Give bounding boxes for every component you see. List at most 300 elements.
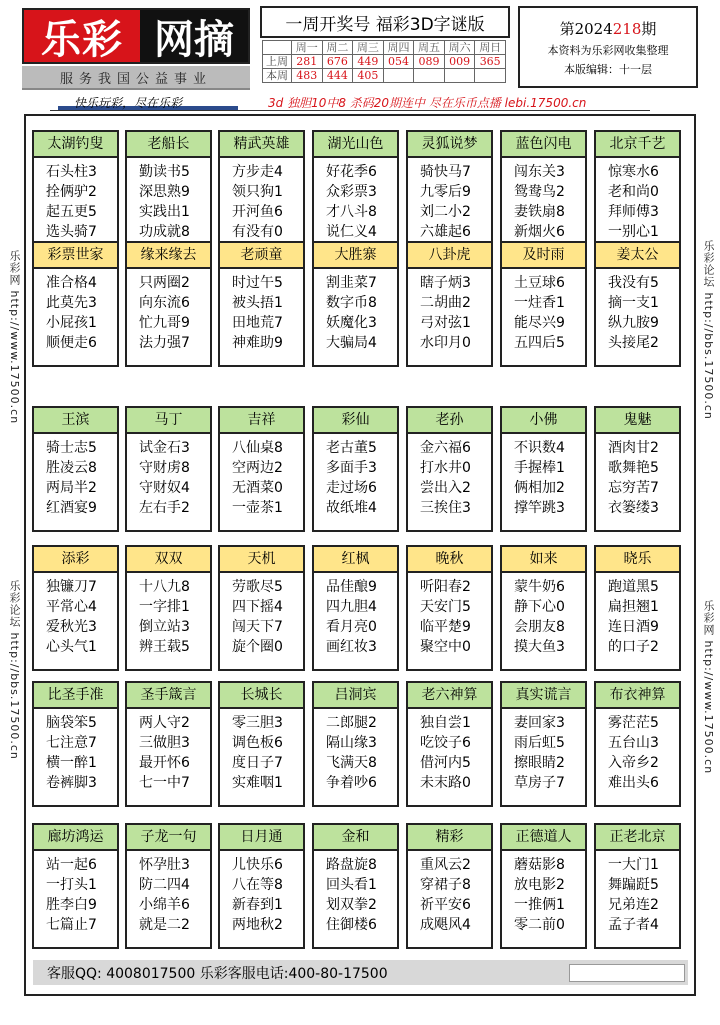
card-item: 骑快马7 <box>420 164 471 180</box>
card-item: 大骗局4 <box>326 335 377 351</box>
card-item: 路盘旋8 <box>326 857 377 873</box>
card-item: 有没有0 <box>232 224 283 240</box>
card-items <box>34 434 117 518</box>
card-item: 新烟火6 <box>514 224 565 240</box>
card-title: 缘来缘去 <box>127 243 210 269</box>
card-item: 金六福6 <box>420 440 471 456</box>
card-item: 二胡曲2 <box>420 295 471 311</box>
card-item: 七篇止7 <box>46 917 97 933</box>
header-cell: 周三 <box>353 41 384 55</box>
card-item: 五四后5 <box>514 335 565 351</box>
card-items <box>502 158 585 242</box>
card-item: 雨后虹5 <box>514 735 565 751</box>
card-item: 只两圈2 <box>139 275 190 291</box>
card-title: 晓乐 <box>596 547 679 573</box>
header-cell <box>263 41 292 55</box>
card-item: 割韭菜7 <box>326 275 377 291</box>
puzzle-card <box>32 130 119 256</box>
card-item: 儿快乐6 <box>232 857 283 873</box>
puzzle-card <box>312 130 399 256</box>
card-item: 度日子7 <box>232 755 283 771</box>
card-item: 天安门5 <box>420 599 471 615</box>
card-item: 飞满天8 <box>326 755 377 771</box>
table-row <box>263 55 506 69</box>
card-items <box>34 269 117 353</box>
card-item: 防二四4 <box>139 877 190 893</box>
card-items <box>220 851 303 935</box>
card-item: 五台山3 <box>608 735 659 751</box>
card-title: 正老北京 <box>596 825 679 851</box>
card-items <box>34 573 117 657</box>
card-item: 瞎子炳3 <box>420 275 471 291</box>
card-title: 长城长 <box>220 683 303 709</box>
card-items <box>408 269 491 353</box>
row-label: 上周 <box>263 55 292 69</box>
card-items <box>596 573 679 657</box>
card-item: 借河内5 <box>420 755 471 771</box>
card-item: 一推俩1 <box>514 897 565 913</box>
card-item: 准合格4 <box>46 275 97 291</box>
puzzle-card <box>406 823 493 949</box>
card-items <box>408 851 491 935</box>
footer-blank-box <box>569 964 685 982</box>
card-item: 说仁义4 <box>326 224 377 240</box>
card-title: 精彩 <box>408 825 491 851</box>
card-item: 深思熟9 <box>139 184 190 200</box>
card-items <box>596 434 679 518</box>
card-item: 蘑菇影8 <box>514 857 565 873</box>
card-item: 扁担翘1 <box>608 599 659 615</box>
card-items <box>127 573 210 657</box>
card-item: 心头气1 <box>46 639 97 655</box>
card-items <box>314 269 397 353</box>
card-item: 平常心4 <box>46 599 97 615</box>
card-title: 廊坊鸿运 <box>34 825 117 851</box>
card-item: 划双拳2 <box>326 897 377 913</box>
card-items <box>408 573 491 657</box>
card-item: 未末路0 <box>420 775 471 791</box>
puzzle-card <box>500 241 587 367</box>
card-item: 穿裙子8 <box>420 877 471 893</box>
card-title: 大胜寨 <box>314 243 397 269</box>
puzzle-card <box>406 130 493 256</box>
site-logo[interactable] <box>22 8 250 64</box>
card-item: 重风云2 <box>420 857 471 873</box>
result-cell: 089 <box>414 55 445 69</box>
puzzle-card <box>594 241 681 367</box>
card-item: 故纸堆4 <box>326 500 377 516</box>
puzzle-card <box>218 823 305 949</box>
card-item: 一壶茶1 <box>232 500 283 516</box>
card-item: 调色板6 <box>232 735 283 751</box>
card-title: 灵狐说梦 <box>408 132 491 158</box>
card-items <box>596 158 679 242</box>
card-item: 摸大鱼3 <box>514 639 565 655</box>
card-item: 刘二小2 <box>420 204 471 220</box>
card-item: 零二前0 <box>514 917 565 933</box>
card-item: 忘穷苦7 <box>608 480 659 496</box>
puzzle-card <box>32 406 119 532</box>
results-table <box>262 40 506 83</box>
card-item: 打水井0 <box>420 460 471 476</box>
card-item: 两人守2 <box>139 715 190 731</box>
puzzle-card <box>594 823 681 949</box>
card-title: 小佛 <box>502 408 585 434</box>
card-item: 爱秋光3 <box>46 619 97 635</box>
card-title: 正德道人 <box>502 825 585 851</box>
table-header-row <box>263 41 506 55</box>
card-item: 实难咽1 <box>232 775 283 791</box>
card-title: 老六神算 <box>408 683 491 709</box>
side-link-right-bottom[interactable]: 乐彩网 http://www.17500.cn <box>702 600 715 775</box>
card-item: 走过场6 <box>326 480 377 496</box>
card-items <box>314 434 397 518</box>
card-items <box>408 158 491 242</box>
banner-ad-link[interactable]: 3d 独胆10中8 杀码20期连中 尽在乐币点播 lebi.17500.cn <box>268 96 587 110</box>
issue-suffix: 期 <box>641 20 657 38</box>
card-item: 空两边2 <box>232 460 283 476</box>
card-item: 众彩票3 <box>326 184 377 200</box>
header-cell: 周五 <box>414 41 445 55</box>
card-item: 聚空中0 <box>420 639 471 655</box>
header-cell: 周四 <box>383 41 414 55</box>
side-link-left-bottom[interactable]: 乐彩论坛 http://bbs.17500.cn <box>8 580 21 760</box>
card-item: 零三胆3 <box>232 715 283 731</box>
card-item: 六雄起6 <box>420 224 471 240</box>
card-item: 神难助9 <box>232 335 283 351</box>
card-title: 红枫 <box>314 547 397 573</box>
card-item: 鸳鸯鸟2 <box>514 184 565 200</box>
logo-right: 网摘 <box>140 10 248 62</box>
card-title: 布衣神算 <box>596 683 679 709</box>
card-item: 最开怀6 <box>139 755 190 771</box>
card-item: 难出头6 <box>608 775 659 791</box>
card-title: 添彩 <box>34 547 117 573</box>
result-cell <box>414 69 445 83</box>
puzzle-card <box>500 545 587 671</box>
banner-slogan: 快乐玩彩，尽在乐彩 <box>74 96 183 110</box>
card-item: 顺便走6 <box>46 335 97 351</box>
card-item: 惊寒水6 <box>608 164 659 180</box>
card-item: 守财虏8 <box>139 460 190 476</box>
card-item: 入帝乡2 <box>608 755 659 771</box>
header-cell: 周日 <box>475 41 506 55</box>
card-item: 两局半2 <box>46 480 97 496</box>
card-item: 起五更5 <box>46 204 97 220</box>
card-item: 临平楚9 <box>420 619 471 635</box>
issue-editor: 本版编辑：十一层 <box>564 63 652 76</box>
page-title: 一周开奖号 福彩3D字谜版 <box>260 6 510 38</box>
card-item: 被头捂1 <box>232 295 283 311</box>
card-item: 三做胆3 <box>139 735 190 751</box>
card-item: 法力强7 <box>139 335 190 351</box>
card-item: 酒肉甘2 <box>608 440 659 456</box>
card-item: 二郎腿2 <box>326 715 377 731</box>
card-item: 十八九8 <box>139 579 190 595</box>
card-items <box>34 709 117 793</box>
card-item: 劳歌尽5 <box>232 579 283 595</box>
result-cell: 449 <box>353 55 384 69</box>
card-items <box>127 709 210 793</box>
card-item: 摘一支1 <box>608 295 659 311</box>
card-item: 擦眼睛2 <box>514 755 565 771</box>
card-item: 功成就8 <box>139 224 190 240</box>
card-item: 一大门1 <box>608 857 659 873</box>
card-item: 七注意7 <box>46 735 97 751</box>
card-item: 石头柱3 <box>46 164 97 180</box>
logo-left: 乐彩 <box>24 10 140 62</box>
card-item: 旋个圈0 <box>232 639 283 655</box>
issue-num: 218 <box>612 20 642 38</box>
puzzle-card <box>125 823 212 949</box>
header-cell: 周二 <box>322 41 353 55</box>
puzzle-card <box>32 545 119 671</box>
puzzle-card <box>218 681 305 807</box>
card-item: 一炷香1 <box>514 295 565 311</box>
card-item: 小屁孩1 <box>46 315 97 331</box>
puzzle-card <box>500 406 587 532</box>
card-title: 金和 <box>314 825 397 851</box>
card-items <box>502 573 585 657</box>
card-item: 试金石3 <box>139 440 190 456</box>
banner <box>50 92 650 111</box>
puzzle-card <box>312 545 399 671</box>
card-item: 水印月0 <box>420 335 471 351</box>
card-item: 胜李白9 <box>46 897 97 913</box>
card-item: 骑士志5 <box>46 440 97 456</box>
card-item: 雾茫茫5 <box>608 715 659 731</box>
card-item: 老古董5 <box>326 440 377 456</box>
card-item: 拴俩驴2 <box>46 184 97 200</box>
card-title: 老船长 <box>127 132 210 158</box>
puzzle-card <box>500 130 587 256</box>
card-item: 时过午5 <box>232 275 283 291</box>
card-items <box>34 158 117 242</box>
card-item: 胜凌云8 <box>46 460 97 476</box>
puzzle-card <box>218 130 305 256</box>
card-item: 衣篓缕3 <box>608 500 659 516</box>
card-title: 圣手箴言 <box>127 683 210 709</box>
card-item: 四下摇4 <box>232 599 283 615</box>
card-title: 吉祥 <box>220 408 303 434</box>
card-title: 双双 <box>127 547 210 573</box>
puzzle-card <box>500 681 587 807</box>
table-row <box>263 69 506 83</box>
row-label: 本周 <box>263 69 292 83</box>
card-items <box>502 709 585 793</box>
card-items <box>502 851 585 935</box>
card-item: 跑道黑5 <box>608 579 659 595</box>
card-item: 品佳酿9 <box>326 579 377 595</box>
card-item: 倒立站3 <box>139 619 190 635</box>
card-item: 独自尝1 <box>420 715 471 731</box>
footer <box>33 960 688 985</box>
card-title: 彩票世家 <box>34 243 117 269</box>
puzzle-card <box>406 545 493 671</box>
puzzle-card <box>312 406 399 532</box>
card-item: 勤读书5 <box>139 164 190 180</box>
puzzle-card <box>406 681 493 807</box>
card-item: 闯天下7 <box>232 619 283 635</box>
card-item: 连日酒9 <box>608 619 659 635</box>
card-item: 闯东关3 <box>514 164 565 180</box>
card-item: 忙九哥9 <box>139 315 190 331</box>
puzzle-grid <box>24 114 696 996</box>
puzzle-card <box>312 823 399 949</box>
card-item: 静下心0 <box>514 599 565 615</box>
card-title: 姜太公 <box>596 243 679 269</box>
card-title: 湖光山色 <box>314 132 397 158</box>
result-cell: 054 <box>383 55 414 69</box>
card-item: 才八斗8 <box>326 204 377 220</box>
card-item: 弓对弦1 <box>420 315 471 331</box>
card-title: 太湖钓叟 <box>34 132 117 158</box>
card-item: 站一起6 <box>46 857 97 873</box>
puzzle-card <box>218 241 305 367</box>
card-items <box>127 158 210 242</box>
card-item: 独镰刀7 <box>46 579 97 595</box>
card-item: 争着吵6 <box>326 775 377 791</box>
card-item: 卷裤脚3 <box>46 775 97 791</box>
result-cell: 676 <box>322 55 353 69</box>
card-items <box>408 709 491 793</box>
result-cell: 009 <box>444 55 475 69</box>
side-link-right-top[interactable]: 乐彩论坛 http://bbs.17500.cn <box>702 240 715 420</box>
card-item: 妻铁扇8 <box>514 204 565 220</box>
card-item: 我没有5 <box>608 275 659 291</box>
card-item: 妻回家3 <box>514 715 565 731</box>
card-items <box>127 269 210 353</box>
card-title: 真实谎言 <box>502 683 585 709</box>
card-item: 能尽兴9 <box>514 315 565 331</box>
side-link-left-top[interactable]: 乐彩网 http://www.17500.cn <box>8 250 21 425</box>
card-items <box>220 709 303 793</box>
result-cell: 281 <box>292 55 323 69</box>
card-items <box>314 573 397 657</box>
card-items <box>127 851 210 935</box>
card-items <box>502 269 585 353</box>
card-items <box>596 709 679 793</box>
card-item: 看月亮0 <box>326 619 377 635</box>
card-title: 日月通 <box>220 825 303 851</box>
result-cell: 405 <box>353 69 384 83</box>
footer-contact: 客服QQ: 4008017500 乐彩客服电话:400-80-17500 <box>47 966 388 982</box>
card-title: 比圣手准 <box>34 683 117 709</box>
card-items <box>314 709 397 793</box>
card-item: 老和尚0 <box>608 184 659 200</box>
result-cell: 365 <box>475 55 506 69</box>
card-title: 彩仙 <box>314 408 397 434</box>
card-item: 领只狗1 <box>232 184 283 200</box>
card-item: 手握棒1 <box>514 460 565 476</box>
card-item: 歌舞艳5 <box>608 460 659 476</box>
card-item: 此莫先3 <box>46 295 97 311</box>
card-item: 八仙桌8 <box>232 440 283 456</box>
result-cell: 483 <box>292 69 323 83</box>
card-title: 鬼魅 <box>596 408 679 434</box>
card-item: 新春到1 <box>232 897 283 913</box>
card-item: 红酒宴9 <box>46 500 97 516</box>
card-item: 俩相加2 <box>514 480 565 496</box>
card-item: 蒙牛奶6 <box>514 579 565 595</box>
card-item: 八在等8 <box>232 877 283 893</box>
card-item: 一字排1 <box>139 599 190 615</box>
header-cell: 周一 <box>292 41 323 55</box>
card-title: 吕洞宾 <box>314 683 397 709</box>
puzzle-card <box>218 406 305 532</box>
card-item: 田地荒7 <box>232 315 283 331</box>
card-items <box>502 434 585 518</box>
card-title: 子龙一句 <box>127 825 210 851</box>
card-item: 三挨住3 <box>420 500 471 516</box>
puzzle-card <box>406 406 493 532</box>
card-title: 王滨 <box>34 408 117 434</box>
card-title: 如来 <box>502 547 585 573</box>
card-item: 开河鱼6 <box>232 204 283 220</box>
card-item: 两地秋2 <box>232 917 283 933</box>
card-item: 脑袋笨5 <box>46 715 97 731</box>
card-item: 好花季6 <box>326 164 377 180</box>
puzzle-card <box>500 823 587 949</box>
card-item: 土豆球6 <box>514 275 565 291</box>
card-title: 精武英雄 <box>220 132 303 158</box>
puzzle-card <box>125 130 212 256</box>
card-items <box>314 158 397 242</box>
card-item: 舞蹁跹5 <box>608 877 659 893</box>
card-item: 的口子2 <box>608 639 659 655</box>
card-items <box>127 434 210 518</box>
puzzle-card <box>594 406 681 532</box>
card-items <box>220 434 303 518</box>
puzzle-card <box>594 681 681 807</box>
card-title: 及时雨 <box>502 243 585 269</box>
issue-number <box>520 18 696 39</box>
card-item: 回头看1 <box>326 877 377 893</box>
card-item: 听阳春2 <box>420 579 471 595</box>
card-title: 北京千艺 <box>596 132 679 158</box>
card-title: 马丁 <box>127 408 210 434</box>
card-item: 撑竿跳3 <box>514 500 565 516</box>
card-title: 八卦虎 <box>408 243 491 269</box>
card-items <box>596 269 679 353</box>
puzzle-card <box>32 823 119 949</box>
card-item: 小绵羊6 <box>139 897 190 913</box>
issue-prefix: 第2024 <box>559 20 613 38</box>
card-item: 尝出入2 <box>420 480 471 496</box>
card-title: 老顽童 <box>220 243 303 269</box>
puzzle-card <box>594 130 681 256</box>
card-item: 七一中7 <box>139 775 190 791</box>
card-item: 头接尾2 <box>608 335 659 351</box>
card-items <box>220 158 303 242</box>
puzzle-card <box>32 241 119 367</box>
result-cell <box>383 69 414 83</box>
card-item: 草房子7 <box>514 775 565 791</box>
card-item: 左右手2 <box>139 500 190 516</box>
issue-note: 本资料为乐彩网收集整理 <box>547 44 669 57</box>
card-item: 兄弟连2 <box>608 897 659 913</box>
card-title: 蓝色闪电 <box>502 132 585 158</box>
result-cell <box>475 69 506 83</box>
card-item: 成飓风4 <box>420 917 471 933</box>
card-item: 方步走4 <box>232 164 283 180</box>
card-item: 放电影2 <box>514 877 565 893</box>
card-item: 妖魔化3 <box>326 315 377 331</box>
puzzle-card <box>406 241 493 367</box>
card-item: 一别心1 <box>608 224 659 240</box>
card-item: 孟子者4 <box>608 917 659 933</box>
issue-box <box>518 6 698 88</box>
